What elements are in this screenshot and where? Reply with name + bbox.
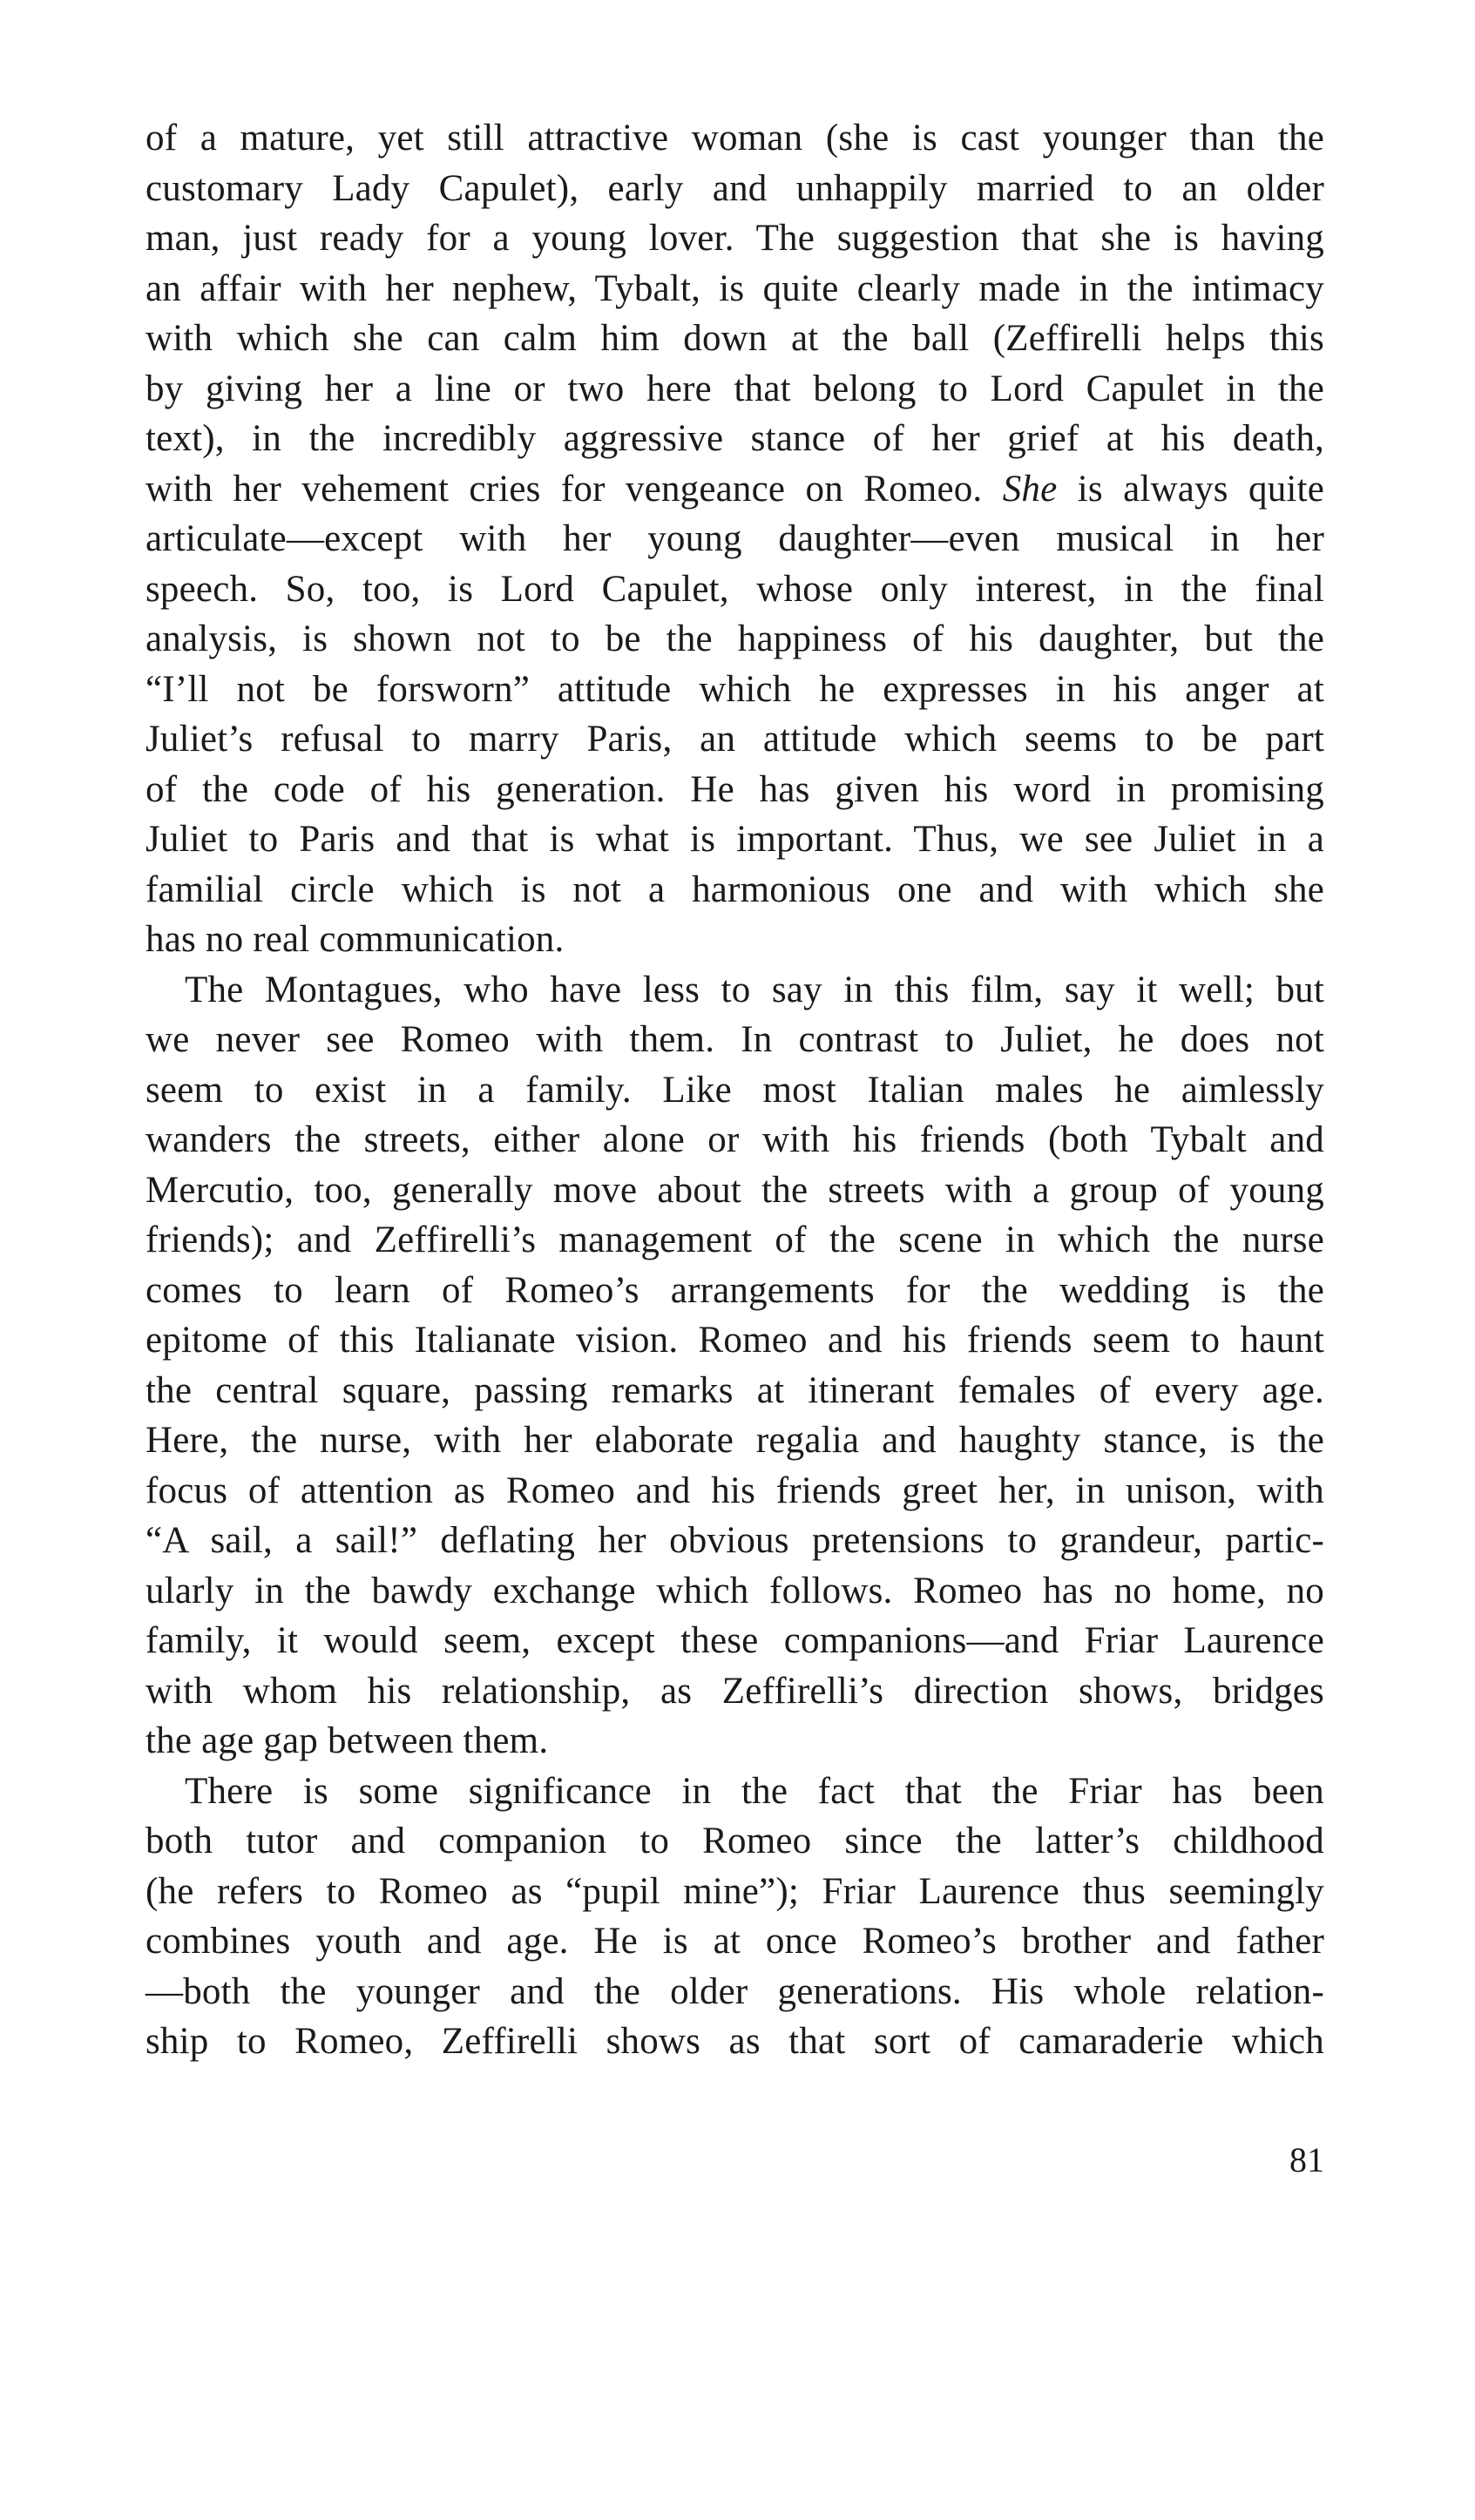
text-line: comes to learn of Romeo’s arrangements for the wedding is the xyxy=(145,1269,1324,1311)
text-line: Juliet’s refusal to marry Paris, an attitude which seems to be part xyxy=(145,719,1324,760)
text-line: by giving her a line or two here that belong to Lord Capulet in the xyxy=(145,368,1324,409)
text-line: combines youth and age. He is at once Romeo’s brother and father xyxy=(145,1921,1324,1962)
paragraph xyxy=(145,113,1324,965)
emphasis-text: She xyxy=(1002,468,1058,510)
text-segment: is always quite xyxy=(1077,468,1324,510)
text-line: (he refers to Romeo as “pupil mine”); Friar Laurence thus seemingly xyxy=(145,1870,1324,1912)
text-line: “I’ll not be forsworn” attitude which he expresses in his anger at xyxy=(145,668,1324,710)
text-line: Here, the nurse, with her elaborate regalia and haughty stance, is the xyxy=(145,1420,1324,1461)
text-line: friends); and Zeffirelli’s management of the scene in which the nurse xyxy=(145,1219,1324,1260)
text-line: an affair with her nephew, Tybalt, is quite clearly made in the intimacy xyxy=(145,267,1324,309)
text-line: the age gap between them. xyxy=(145,1720,549,1761)
text-line: seem to exist in a family. Like most Italian males he aimlessly xyxy=(145,1069,1324,1111)
text-line: Mercutio, too, generally move about the streets with a group of young xyxy=(145,1169,1324,1211)
text-line: analysis, is shown not to be the happiness of his daughter, but the xyxy=(145,618,1324,659)
text-line: focus of attention as Romeo and his friends greet her, in unison, with xyxy=(145,1469,1324,1511)
text-line: “A sail, a sail!” deflating her obvious pretensions to grandeur, partic- xyxy=(145,1520,1324,1561)
text-line: has no real communication. xyxy=(145,919,565,960)
paragraph xyxy=(145,965,1324,1767)
text-line: with whom his relationship, as Zeffirelli’s direction shows, bridges xyxy=(145,1670,1324,1712)
text-line: ship to Romeo, Zeffirelli shows as that sort of camaraderie which xyxy=(145,2021,1324,2062)
text-line: text), in the incredibly aggressive stance of her grief at his death, xyxy=(145,418,1324,459)
text-line: speech. So, too, is Lord Capulet, whose only interest, in the final xyxy=(145,568,1324,610)
text-segment: with her vehement cries for vengeance on Romeo. xyxy=(145,468,983,510)
text-line: wanders the streets, either alone or with his friends (both Tybalt and xyxy=(145,1119,1324,1160)
text-line: family, it would seem, except these companions—and Friar Laurence xyxy=(145,1620,1324,1661)
text-line xyxy=(145,464,1324,515)
text-line: customary Lady Capulet), early and unhappily married to an older xyxy=(145,167,1324,209)
text-line: Juliet to Paris and that is what is important. Thus, we see Juliet in a xyxy=(145,819,1324,860)
body-text xyxy=(145,113,1324,2067)
text-line: The Montagues, who have less to say in this film, say it well; but xyxy=(185,969,1324,1010)
text-line: ularly in the bawdy exchange which follows. Romeo has no home, no xyxy=(145,1570,1324,1611)
text-line: There is some significance in the fact that the Friar has been xyxy=(185,1770,1324,1812)
text-line: of a mature, yet still attractive woman (she is cast younger than the xyxy=(145,118,1324,159)
text-line: with which she can calm him down at the ball (Zeffirelli helps this xyxy=(145,318,1324,359)
text-line: epitome of this Italianate vision. Romeo and his friends seem to haunt xyxy=(145,1320,1324,1361)
text-line: both tutor and companion to Romeo since the latter’s childhood xyxy=(145,1821,1324,1861)
paragraph xyxy=(145,1767,1324,2067)
text-line: of the code of his generation. He has given his word in promising xyxy=(145,768,1324,810)
text-line: man, just ready for a young lover. The suggestion that she is having xyxy=(145,218,1324,259)
text-line: the central square, passing remarks at itinerant females of every age. xyxy=(145,1369,1324,1411)
text-line: we never see Romeo with them. In contrast to Juliet, he does not xyxy=(145,1019,1324,1060)
page-number: 81 xyxy=(1289,2140,1324,2179)
text-line: familial circle which is not a harmonious one and with which she xyxy=(145,868,1324,910)
text-line: —both the younger and the older generations. His whole relation- xyxy=(145,1970,1324,2012)
text-line: articulate—except with her young daughter—even musical in her xyxy=(145,518,1324,559)
